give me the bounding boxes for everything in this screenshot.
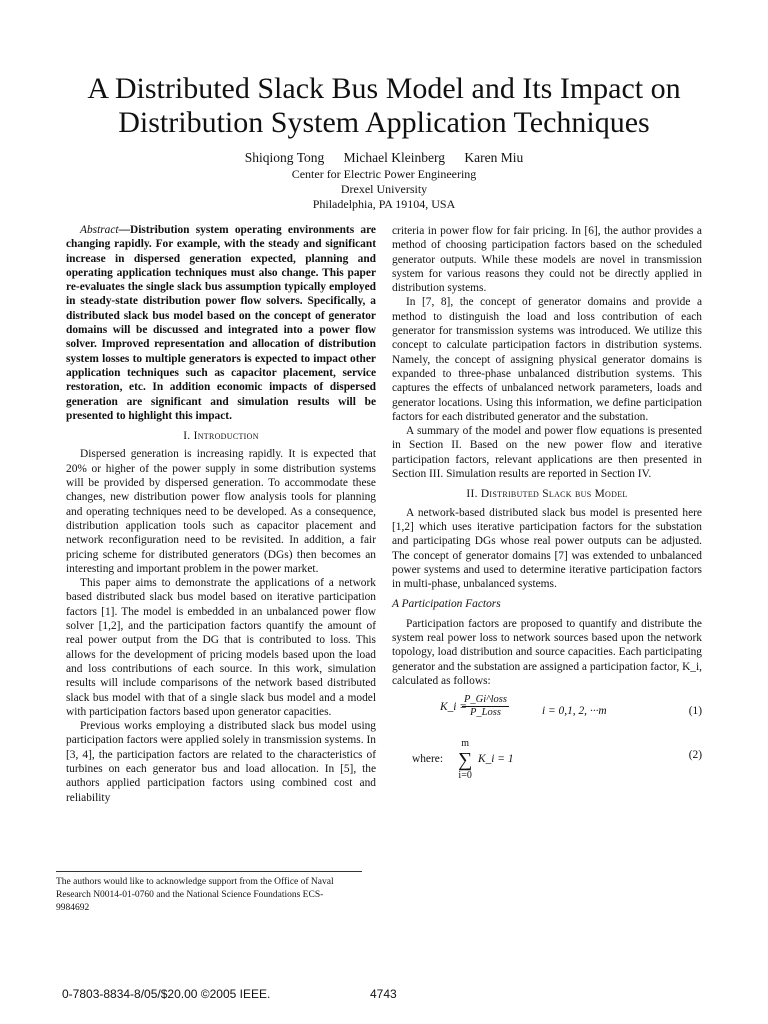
title-line-2: Distribution System Application Techniques <box>118 106 650 139</box>
equation-rhs: K_i = 1 <box>478 753 514 766</box>
equation-where-label: where: <box>412 753 443 766</box>
body-paragraph: A summary of the model and power flow equations is presented in Section II. Based on the new power flow and iterative participation factors, relevant applications are then presented in Section III. Simulation results are reported in Section IV. <box>392 425 702 481</box>
sum-upper-limit: m <box>461 738 470 750</box>
body-paragraph: In [7, 8], the concept of generator domains and provide a method to distinguish the load and loss contribution of each generator for transmission systems was introduced. We utilize this concept to calculate participation factors in distribution systems. Namely, the concept of assigning physical generator domains is expanded to three-phase unbalanced distribution systems. This captures the effects of unbalanced network parameters, loads and generator locations. Using this information, we define participation factors for each distributed generator and the substation. <box>392 296 702 423</box>
body-paragraph: A network-based distributed slack bus model is presented here [1,2] which uses iterative participation factors for the substation and participating DGs whose real power outputs can be adjusted. The concept of generator domains [7] was extended to unbalanced power systems and used to determine iterative participation factors in multi-phase, unbalanced systems. <box>392 506 702 591</box>
equation-fraction <box>462 694 509 719</box>
abstract <box>66 223 376 423</box>
subsection-heading-participation-factors: A Participation Factors <box>392 598 501 611</box>
body-paragraph: Participation factors are proposed to quantify and distribute the system real power loss to network sources based upon the network topology, load distribution and source capacities. Each participating generator and the substation are assigned a participation factor, K_i, calculated as follows: <box>392 617 702 687</box>
left-column <box>66 223 376 805</box>
title-line-1: A Distributed Slack Bus Model and Its Impact on <box>87 72 681 105</box>
copyright-notice: 0-7803-8834-8/05/$20.00 ©2005 IEEE. <box>62 987 271 1001</box>
footnote-divider <box>56 871 362 872</box>
body-paragraph: Dispersed generation is increasing rapidly. It is expected that 20% or higher of the power supply in some distribution systems will be provided by dispersed generation. To accommodate these changes, new distribution power flow analysis tools for planning and operating techniques need to be developed. As a consequence, distribution application tools such as capacitor placement and network reconfiguration need to be revisited. In addition, a fair pricing scheme for distributed generators (DGs) then becomes an interesting and important problem in the power market. <box>66 448 376 575</box>
affiliation-line: Philadelphia, PA 19104, USA <box>312 197 456 211</box>
abstract-label: Abstract <box>80 224 119 236</box>
affiliation-line: Center for Electric Power Engineering <box>291 167 477 181</box>
equation-condition: i = 0,1, 2, ···m <box>542 705 607 718</box>
body-paragraph: criteria in power flow for fair pricing. In [6], the author provides a method of choosing participation factors based on the scheduled generator outputs. While these models are novel in transmission system for various reasons they could not be directly applied in distribution systems. <box>392 225 702 295</box>
summation-sign <box>458 738 472 782</box>
footnote: The authors would like to acknowledge support from the Office of Naval Research N0014-01-0760 and the National Science Foundations ECS-9984692 <box>56 877 334 913</box>
author-name: Karen Miu <box>464 150 524 165</box>
equation-2 <box>392 738 702 782</box>
author-name: Michael Kleinberg <box>343 150 445 165</box>
section-heading-distributed-slack-bus: II. Distributed Slack bus Model <box>466 488 628 501</box>
paper-title <box>40 72 728 140</box>
equation-lhs: K_i = <box>440 701 467 714</box>
section-heading-introduction: I. Introduction <box>183 430 259 443</box>
body-paragraph: This paper aims to demonstrate the applications of a network based distributed slack bus model based on iterative participation factors [1]. The model is embedded in an unbalanced power flow solver [1,2], and the participation factors quantify the amount of real power output from the DG that is contributed to loss. This allows for the development of pricing models based upon the load and loss contributions of each source. In this work, simulation results will include comparisons of the network based distributed slack bus model with that of a single slack bus model and a model with participation factors based upon generator capacities. <box>66 577 376 718</box>
author-name: Shiqiong Tong <box>244 150 325 165</box>
equation-1 <box>392 694 702 732</box>
sum-lower-limit: i=0 <box>458 770 472 782</box>
right-column <box>392 224 702 784</box>
body-paragraph: Previous works employing a distributed slack bus model using participation factors were applied solely in transmission systems. In [3, 4], the participation factors are related to the characteristics of turbines on each generator bus and load allocation. In [5], the authors applied participation factors using combined cost and reliability <box>66 720 376 804</box>
page-number: 4743 <box>370 987 397 1001</box>
abstract-text: —Distribution system operating environments are changing rapidly. For example, with the steady and significant increase in dispersed generation expected, planning and operating application techniques must also change. This paper re-evaluates the single slack bus assumption typically employed in steady-state distribution power flow solvers. Specifically, a distributed slack bus model based on the concept of generator domains will be discussed and integrated into a power flow solver. Improved representation and allocation of distribution system losses to multiple generators is expected to impact other application techniques such as capacitor placement, service restoration, etc. In addition economic impacts of dispersed generation are significant and simulation results will be presented to highlight this impact. <box>66 224 376 422</box>
affiliation-line: Drexel University <box>340 182 428 196</box>
author-list <box>40 150 728 166</box>
equation-number: (2) <box>688 749 702 762</box>
sigma-symbol: ∑ <box>458 749 473 772</box>
affiliation <box>40 167 728 212</box>
fraction-denominator: P_Loss <box>470 707 501 719</box>
equation-number: (1) <box>688 705 702 718</box>
fraction-numerator: P_Gi^loss <box>464 694 507 706</box>
